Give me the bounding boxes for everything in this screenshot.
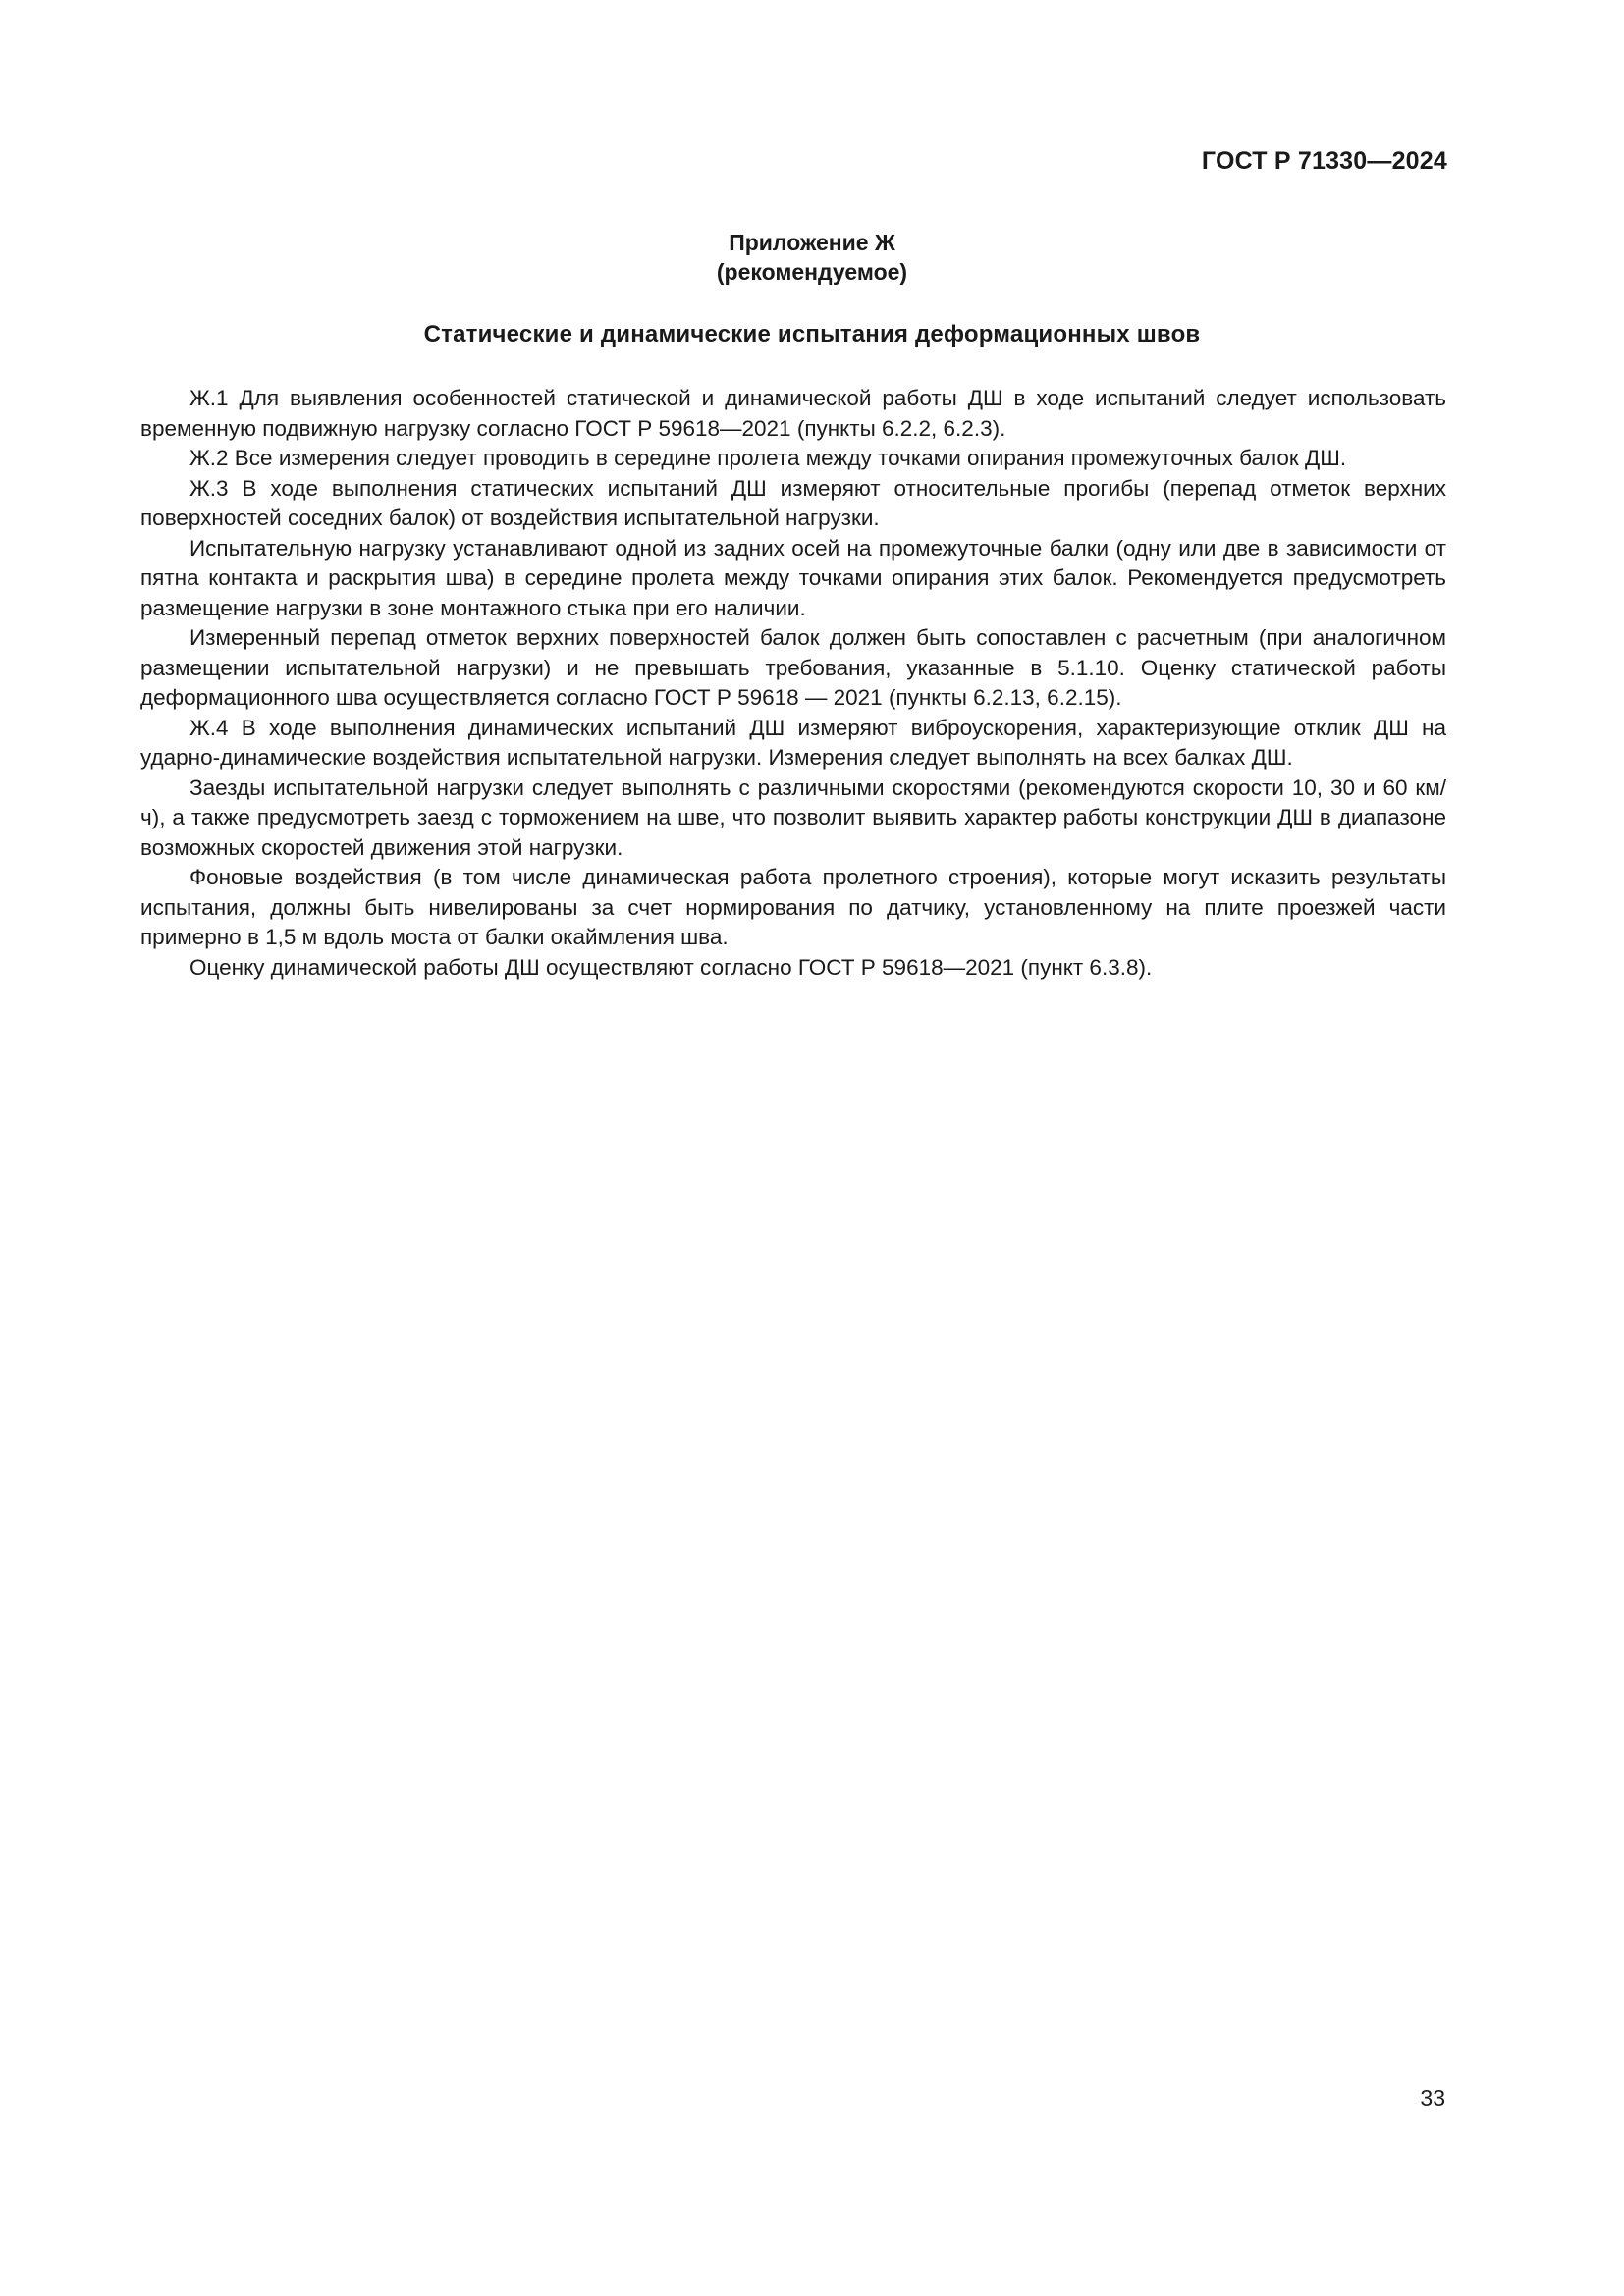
paragraph-zh2: Ж.2 Все измерения следует проводить в середине пролета между точками опирания промежуточных балок ДШ.: [189, 446, 1347, 470]
paragraph-dynamic-evaluation: Оценку динамической работы ДШ осуществляют согласно ГОСТ Р 59618—2021 (пункт 6.3.8).: [189, 954, 1153, 980]
annex-title: Приложение Ж: [729, 230, 895, 255]
paragraph-test-load: Испытательную нагрузку устанавливают одной из задних осей на промежуточные балки (одну или две в зависимости от пятна контакта и раскрытия шва) в середине пролета между точками опирания этих балок. Рекомендуется предусмотреть размещение нагрузки в зоне монтажного стыка при его наличии.: [140, 535, 1446, 620]
section-title: Статические и динамические испытания деформационных швов: [423, 321, 1201, 347]
annex-heading: [0, 228, 1624, 287]
paragraph-measured-difference: Измеренный перепад отметок верхних поверхностей балок должен быть сопоставлен с расчетным (при аналогичном размещении испытательной нагрузки) и не превышать требования, указанные в 5.1.10. Оценку статической работы деформационного шва осуществляется согласно ГОСТ Р 59618 — 2021 (пункты 6.2.13, 6.2.15).: [140, 625, 1446, 710]
body-text: [140, 384, 1446, 983]
paragraph-zh3: Ж.3 В ходе выполнения статических испытаний ДШ измеряют относительные прогибы (перепад отметок верхних поверхностей соседних балок) от воздействия испытательной нагрузки.: [140, 475, 1446, 530]
annex-status: (рекомендуемое): [716, 259, 908, 285]
paragraph-test-runs: Заезды испытательной нагрузки следует выполнять с различными скоростями (рекомендуются скорости 10, 30 и 60 км/ч), а также предусмотреть заезд с торможением на шве, что позволит выявить характер работы конструкции ДШ в диапазоне возможных скоростей движения этой нагрузки.: [140, 774, 1446, 860]
document-code: ГОСТ Р 71330—2024: [1201, 147, 1447, 175]
paragraph-background-effects: Фоновые воздействия (в том числе динамическая работа пролетного строения), которые могут исказить результаты испытания, должны быть нивелированы за счет нормирования по датчику, установленному на плите проезжей части примерно в 1,5 м вдоль моста от балки окаймления шва.: [140, 865, 1446, 949]
page-number: 33: [1420, 2085, 1445, 2110]
paragraph-zh1: Ж.1 Для выявления особенностей статической и динамической работы ДШ в ходе испытаний следует использовать временную подвижную нагрузку согласно ГОСТ Р 59618—2021 (пункты 6.2.2, 6.2.3).: [140, 386, 1446, 441]
paragraph-zh4: Ж.4 В ходе выполнения динамических испытаний ДШ измеряют виброускорения, характеризующие отклик ДШ на ударно-динамические воздействия испытательной нагрузки. Измерения следует выполнять на всех балках ДШ.: [140, 715, 1446, 770]
